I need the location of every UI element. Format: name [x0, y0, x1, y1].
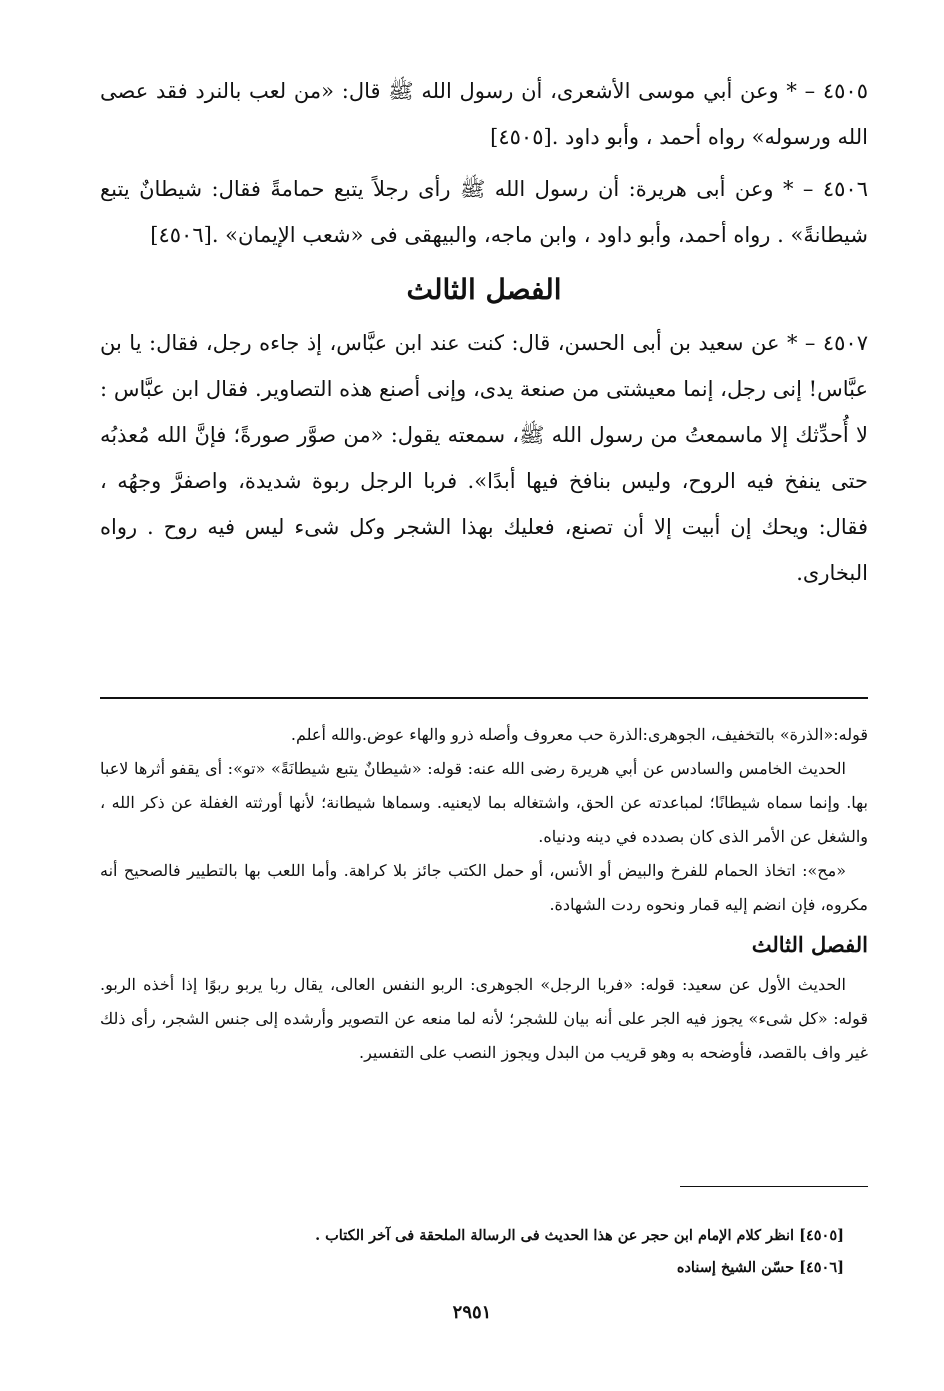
commentary-para-2: الحديث الخامس والسادس عن أبي هريرة رضى الله عنه: قوله: «شيطانٌ يتبع شيطانَةً» «تو»: أى يقفو أثرها لاعبا بها. وإنما سماه شيطانًا؛ لمباعدته عن الحق، واشتغاله بما لايعنيه. وسماها شيطانة؛ لأنها أورثته الغفلة عن ذكر الله ، والشغل عن الأمر الذى كان بصدده في دينه ودنياه. — [100, 759, 868, 846]
commentary-para-1: قوله:«الذرة» بالتخفيف، الجوهرى:الذرة حب معروف وأصله ذرو والهاء عوض.والله أعلم. — [290, 725, 868, 744]
footnotes — [180, 1220, 844, 1284]
footnote-4505: [٤٥٠٥] انظر كلام الإمام ابن حجر عن هذا الحديث فى الرسالة الملحقة فى آخر الكتاب . — [315, 1227, 844, 1244]
main-text — [100, 68, 868, 596]
hadith-4506: ٤٥٠٦ – * وعن أبى هريرة: أن رسول الله ﷺ رأى رجلاً يتبع حمامةً فقال: شيطانٌ يتبع شيطانةً» . رواه أحمد، وأبو داود ، وابن ماجه، والبيهقى فى «شعب الإيمان» .[٤٥٠٦] — [100, 177, 868, 247]
hadith-4505: ٤٥٠٥ – * وعن أبي موسى الأشعرى، أن رسول الله ﷺ قال: «من لعب بالنرد فقد عصى الله ورسوله» رواه أحمد ، وأبو داود .[٤٥٠٥] — [100, 79, 868, 149]
commentary — [100, 718, 868, 1070]
commentary-section-heading: الفصل الثالث — [751, 932, 868, 957]
footnote-4506: [٤٥٠٦] حسّن الشيخ إسناده — [676, 1259, 844, 1276]
footnote-divider — [680, 1186, 868, 1187]
commentary-para-4: الحديث الأول عن سعيد: قوله: «فربا الرجل» الجوهرى: الربو النفس العالى، يقال ربا يربو ربوًا إذا أخذه الربو. قوله: «كل شىء» يجوز فيه الجر على أنه بيان للشجر؛ لأنه لما منعه عن التصوير وأرشده إلى جنس الشجر، رأى ذلك غير واف بالقصد، فأوضحه به وهو قريب من البدل ويجوز النصب على التفسير. — [100, 975, 868, 1062]
commentary-para-3: «مح»: اتخاذ الحمام للفرخ والبيض أو الأنس، أو حمل الكتب جائز بلا كراهة. وأما اللعب بها بالتطيير فالصحيح أنه مكروه، فإن انضم إليه قمار ونحوه ردت الشهادة. — [100, 861, 868, 914]
main-divider — [100, 697, 868, 699]
hadith-4507: ٤٥٠٧ – * عن سعيد بن أبى الحسن، قال: كنت عند ابن عبَّاس، إذ جاءه رجل، فقال: يا بن عبَّاس! إنى رجل، إنما معيشتى من صنعة يدى، وإنى أصنع هذه التصاوير. فقال ابن عبَّاس : لا أُحدِّثك إلا ماسمعتُ من رسول الله ﷺ، سمعته يقول: «من صوَّر صورةً؛ فإنَّ الله مُعذبُه حتى ينفخ فيه الروح، وليس بنافخ فيها أبدًا». فربا الرجل ربوة شديدة، واصفرَّ وجهُه ، فقال: ويحك إن أبيت إلا أن تصنع، فعليك بهذا الشجر وكل شىء ليس فيه روح . رواه البخارى. — [100, 331, 868, 585]
section-heading-third: الفصل الثالث — [406, 273, 562, 306]
page-number: ٢٩٥١ — [452, 1302, 492, 1323]
